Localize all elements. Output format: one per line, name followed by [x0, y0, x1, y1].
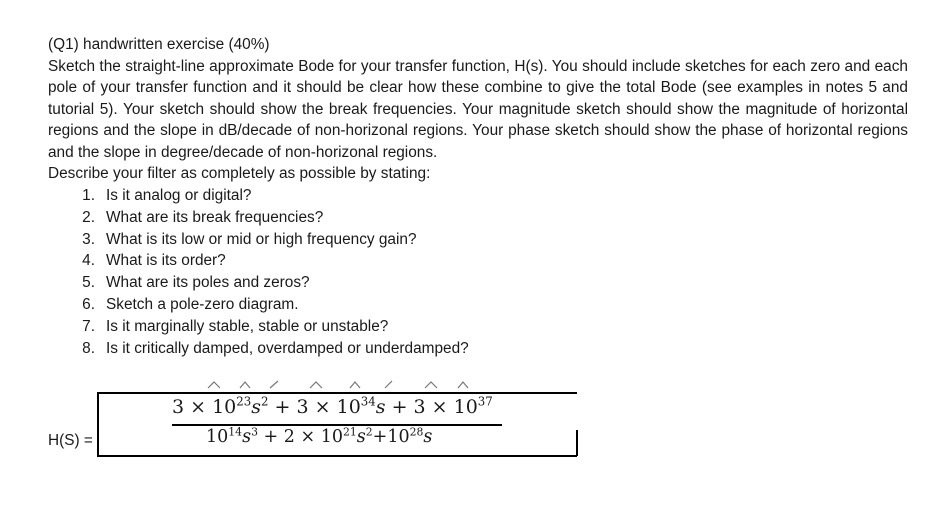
item-number: 5. [82, 274, 95, 292]
den-term-exp: 21 [342, 425, 357, 439]
item-text: What is its order? [106, 252, 226, 270]
den-term-coef: 10 [206, 427, 229, 447]
num-term-exp: 34 [360, 394, 376, 409]
item-text: Sketch a pole-zero diagram. [106, 296, 299, 314]
frame-top-line [97, 392, 577, 394]
den-term-coef: +10 [372, 427, 410, 447]
frame-bottom-line [97, 455, 577, 457]
num-term-coef: + 3 × 10 [385, 396, 478, 418]
num-term-exp: 23 [236, 394, 252, 409]
item-number: 1. [82, 187, 95, 205]
item-number: 6. [82, 296, 95, 314]
den-term-var: s [356, 427, 366, 447]
fraction-bar [172, 424, 502, 426]
item-number: 7. [82, 317, 95, 335]
item-number: 3. [82, 230, 95, 248]
describe-lead: Describe your filter as completely as possible by stating: [48, 165, 431, 183]
num-term-coef: + 3 × 10 [268, 396, 361, 418]
den-term-exp: 14 [228, 425, 243, 439]
den-term-var: s [423, 427, 433, 447]
item-number: 2. [82, 208, 95, 226]
instructions-text: Sketch the straight-line approximate Bode for your transfer function, H(s). You should include sketches for each zero and each pole of your transfer function and it should be clear how these combine to give the total Bode (see examples in notes 5 and tutorial 5). Your sketch should show the break frequencies. Your magnitude sketch should show the magnitude of horizontal regions and the slope in dB/decade of non-horizonal regions. Your phase sketch should show the phase of horizontal regions and the slope in degree/decade of non-horizonal regions. [48, 57, 908, 161]
num-term-coef: 3 × 10 [172, 396, 237, 418]
item-text: Is it analog or digital? [106, 187, 252, 205]
num-term-var: s [375, 396, 386, 418]
den-term-coef: + 2 × 10 [257, 427, 343, 447]
item-text: Is it critically damped, overdamped or underdamped? [106, 339, 469, 357]
frame-right-tick [576, 430, 578, 456]
den-term-power: 2 [365, 425, 373, 439]
num-term-power: 2 [261, 394, 269, 409]
item-text: What are its poles and zeros? [106, 274, 310, 292]
item-text: Is it marginally stable, stable or unstable? [106, 317, 389, 335]
den-term-power: 3 [251, 425, 258, 439]
num-term-exp: 37 [477, 394, 493, 409]
frame-left-line [97, 392, 99, 456]
transfer-function-label: H(S) = [48, 432, 93, 449]
item-number: 4. [82, 252, 95, 270]
den-term-var: s [242, 427, 252, 447]
item-number: 8. [82, 339, 95, 357]
den-term-exp: 28 [409, 425, 424, 439]
ghost-strokes [200, 376, 490, 390]
item-text: What is its low or mid or high frequency gain? [106, 230, 417, 248]
question-heading: (Q1) handwritten exercise (40%) [48, 36, 270, 53]
item-text: What are its break frequencies? [106, 208, 324, 226]
denominator [206, 427, 432, 447]
numerator [172, 396, 493, 418]
num-term-var: s [251, 396, 262, 418]
